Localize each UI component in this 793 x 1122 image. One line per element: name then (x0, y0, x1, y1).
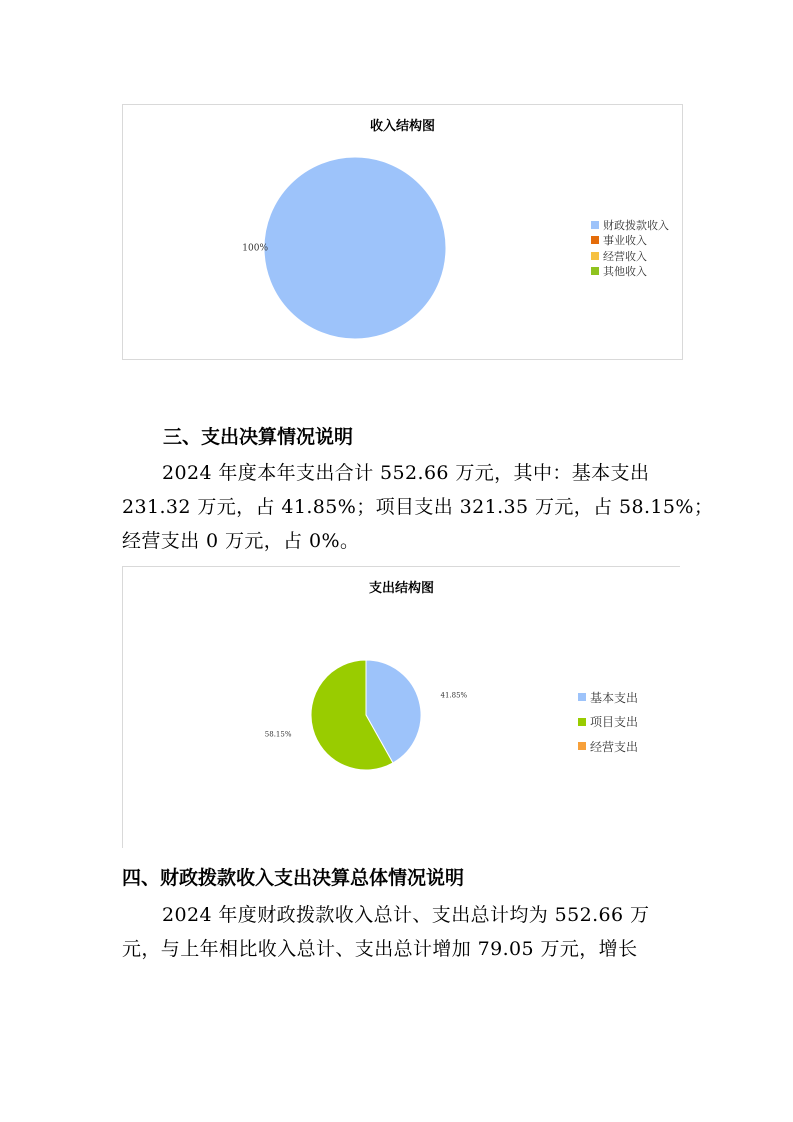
section3-line-2: 231.32 万元，占 41.85%；项目支出 321.35 万元，占 58.15%； (122, 496, 714, 518)
section4-line-2: 元，与上年相比收入总计、支出总计增加 79.05 万元，增长 (122, 938, 638, 960)
legend-swatch (578, 742, 586, 750)
expense-chart-title: 支出结构图 (368, 581, 434, 596)
expense-chart (122, 566, 680, 848)
legend-item (578, 734, 638, 759)
legend-label: 经营收入 (603, 249, 647, 263)
pie-value-label-2: 58.15% (264, 730, 292, 739)
legend-swatch (591, 236, 599, 244)
pie-value-label-1: 100% (242, 243, 268, 254)
legend-swatch (578, 693, 586, 701)
section4-heading: 四、财政拨款收入支出决算总体情况说明 (122, 867, 465, 889)
legend-item (578, 710, 638, 735)
legend-label: 基本支出 (590, 690, 639, 705)
income-chart-title: 收入结构图 (369, 119, 435, 134)
legend-item (591, 264, 669, 280)
pie-value-label-1: 41.85% (440, 691, 468, 700)
legend-item (578, 685, 638, 710)
legend-label: 财政拨款收入 (603, 218, 669, 232)
pie-slice-1 (264, 157, 446, 339)
section4-paragraph (122, 898, 682, 966)
legend-label: 经营支出 (590, 739, 639, 754)
income-legend (591, 217, 669, 279)
legend-swatch (591, 221, 599, 229)
legend-item (591, 217, 669, 233)
legend-item (591, 248, 669, 264)
section3-line-1: 2024 年度本年支出合计 552.66 万元，其中：基本支出 (162, 462, 650, 484)
legend-item (591, 233, 669, 249)
legend-label: 事业收入 (603, 234, 647, 248)
legend-swatch (591, 267, 599, 275)
section4-line-1: 2024 年度财政拨款收入总计、支出总计均为 552.66 万 (162, 904, 650, 926)
legend-label: 项目支出 (590, 715, 639, 730)
section3-heading: 三、支出决算情况说明 (163, 426, 354, 448)
legend-swatch (578, 718, 586, 726)
legend-label: 其他收入 (603, 265, 647, 279)
section3-paragraph (122, 456, 714, 558)
income-chart (122, 104, 683, 360)
expense-legend (578, 685, 638, 759)
legend-swatch (591, 252, 599, 260)
section3-line-3: 经营支出 0 万元，占 0%。 (122, 530, 360, 552)
